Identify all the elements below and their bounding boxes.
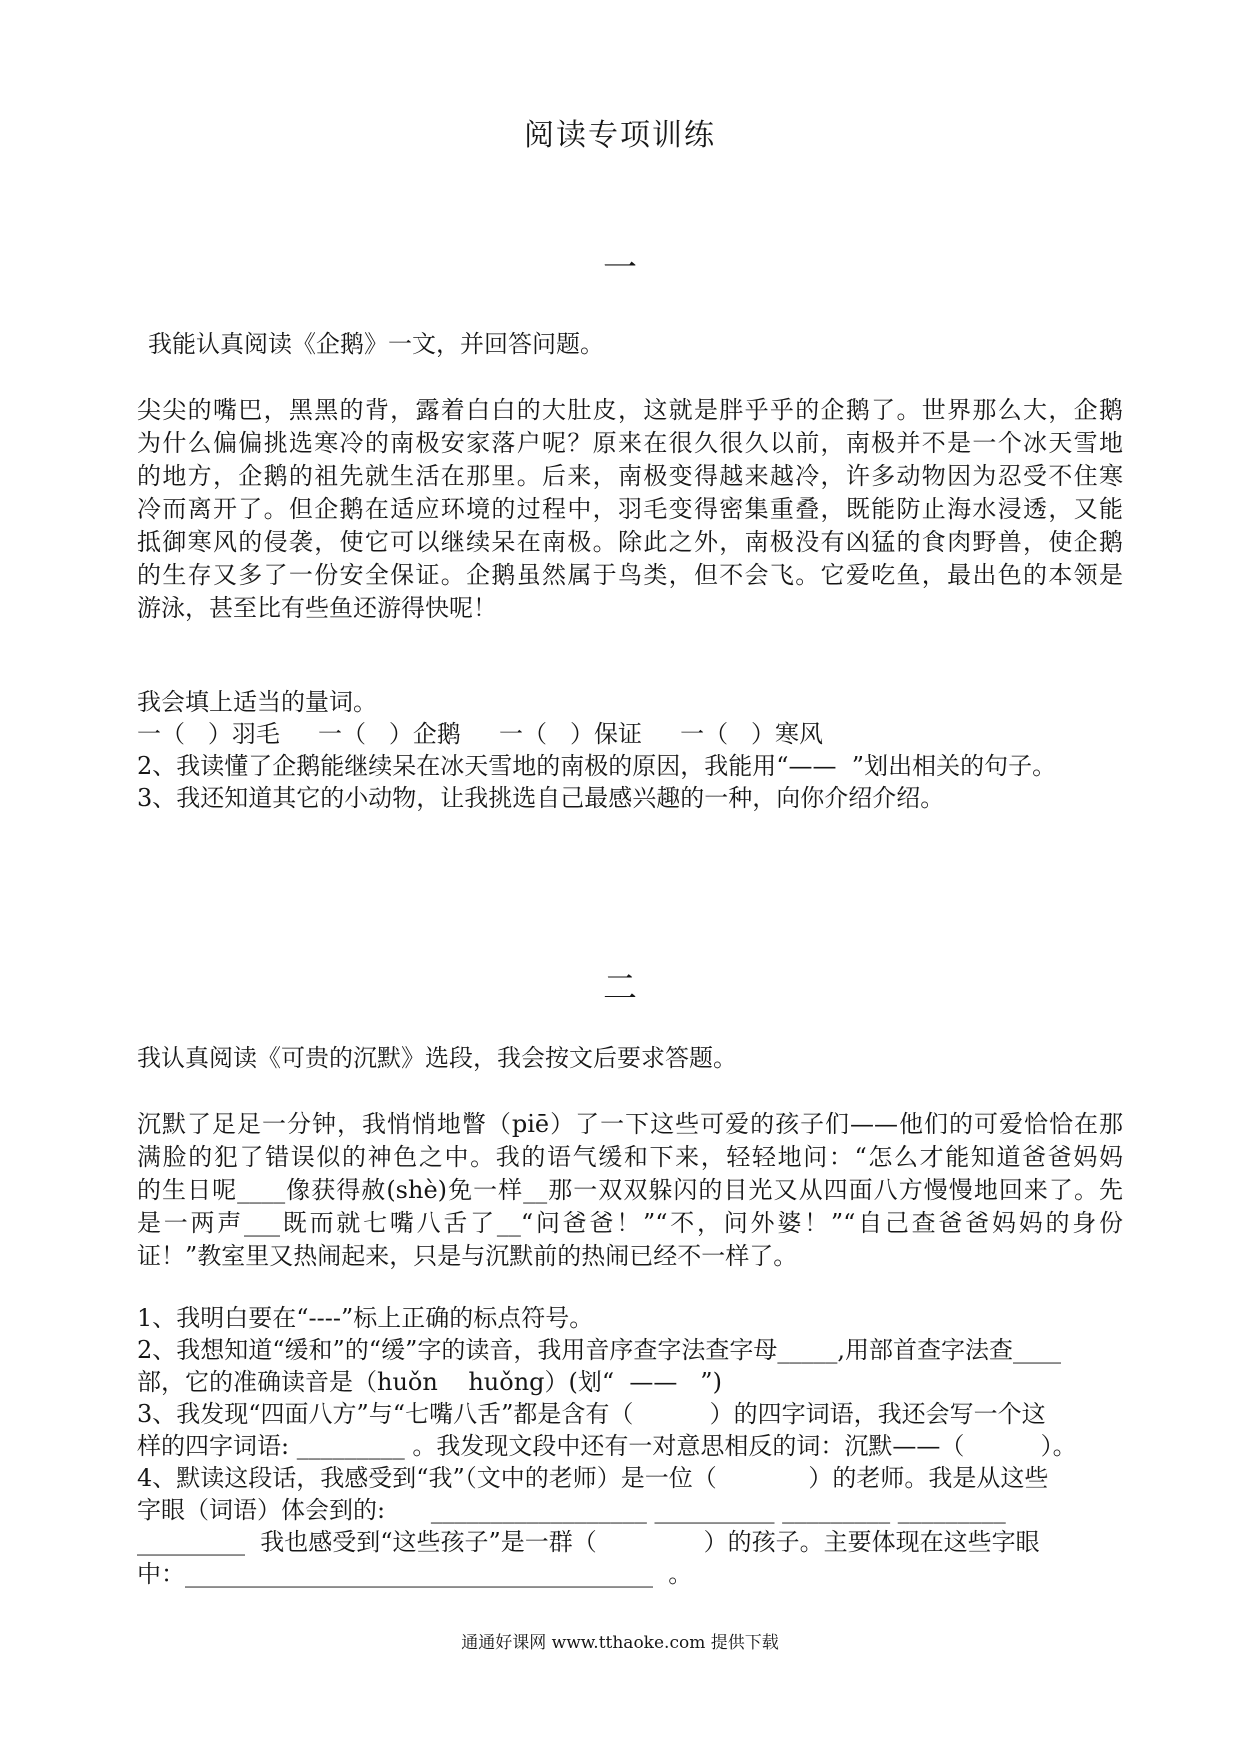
section-2-questions xyxy=(137,1302,1123,1590)
passage-line: 的生存又多了一份安全保证。企鹅虽然属于鸟类，但不会飞。它爱吃鱼，最出色的本领是 xyxy=(137,561,1123,589)
passage-line: 满脸的犯了错误似的神色之中。我的语气缓和下来，轻轻地问：“怎么才能知道爸爸妈妈 xyxy=(137,1143,1123,1171)
question-line: 一（ ）羽毛 一（ ）企鹅 一（ ）保证 一（ ）寒风 xyxy=(137,720,823,748)
passage-line: 证！”教室里又热闹起来，只是与沉默前的热闹已经不一样了。 xyxy=(137,1242,798,1270)
question-line: 3、我还知道其它的小动物，让我挑选自己最感兴趣的一种，向你介绍介绍。 xyxy=(137,784,945,812)
section-1-instruction: 我能认真阅读《企鹅》一文，并回答问题。 xyxy=(148,330,604,358)
passage-line: 游泳，甚至比有些鱼还游得快呢！ xyxy=(137,594,497,622)
document-title: 阅读专项训练 xyxy=(524,118,716,153)
passage-line: 的地方，企鹅的祖先就生活在那里。后来，南极变得越来越冷，许多动物因为忍受不住寒 xyxy=(137,462,1123,490)
section-1-passage xyxy=(137,394,1123,625)
section-1-number: 一 xyxy=(603,248,637,288)
passage-line: 的生日呢____像获得赦(shè)免一样__那一双双躲闪的目光又从四面八方慢慢地回来了。先 xyxy=(137,1176,1123,1204)
question-line: _________ 我也感受到“这些孩子”是一群（ ）的孩子。主要体现在这些字眼 xyxy=(137,1528,1040,1556)
question-line: 样的四字词语: _________ 。我发现文段中还有一对意思相反的词：沉默——（ ）。 xyxy=(137,1432,1077,1460)
question-line: 1、我明白要在“----”标上正确的标点符号。 xyxy=(137,1304,594,1332)
question-line: 3、我发现“四面八方”与“七嘴八舌”都是含有（ ）的四字词语，我还会写一个这 xyxy=(137,1400,1046,1428)
passage-line: 冷而离开了。但企鹅在适应环境的过程中，羽毛变得密集重叠，既能防止海水浸透，又能 xyxy=(137,495,1123,523)
question-line: 部，它的准确读音是（huǒn huǒng）(划“ —— ”) xyxy=(137,1368,722,1396)
section-2-passage xyxy=(137,1108,1123,1273)
footer-credit: 通通好课网 www.tthaoke.com 提供下载 xyxy=(461,1633,779,1653)
passage-line: 尖尖的嘴巴，黑黑的背，露着白白的大肚皮，这就是胖乎乎的企鹅了。世界那么大，企鹅 xyxy=(137,396,1123,424)
passage-line: 沉默了足足一分钟，我悄悄地瞥（piē）了一下这些可爱的孩子们——他们的可爱恰恰在那 xyxy=(137,1110,1123,1138)
section-2-instruction: 我认真阅读《可贵的沉默》选段，我会按文后要求答题。 xyxy=(137,1044,737,1072)
question-line: 2、我读懂了企鹅能继续呆在冰天雪地的南极的原因，我能用“—— ”划出相关的句子。 xyxy=(137,752,1057,780)
section-1-questions xyxy=(137,686,1123,814)
passage-line: 是一两声___既而就七嘴八舌了__“问爸爸！”“不，问外婆！”“自己查爸爸妈妈的身份 xyxy=(137,1209,1123,1237)
question-line: 中：_______________________________________ 。 xyxy=(137,1560,693,1588)
passage-line: 为什么偏偏挑选寒冷的南极安家落户呢？原来在很久很久以前，南极并不是一个冰天雪地 xyxy=(137,429,1123,457)
section-2-number: 二 xyxy=(603,968,637,1008)
question-line: 字眼（词语）体会到的: __________________ __________ _________ _________ xyxy=(137,1496,1006,1524)
question-line: 4、默读这段话，我感受到“我”（文中的老师）是一位（ ）的老师。我是从这些 xyxy=(137,1464,1049,1492)
question-line: 我会填上适当的量词。 xyxy=(137,688,377,716)
question-line: 2、我想知道“缓和”的“缓”字的读音，我用音序查字法查字母_____,用部首查字法查____ xyxy=(137,1336,1061,1364)
passage-line: 抵御寒风的侵袭，使它可以继续呆在南极。除此之外，南极没有凶猛的食肉野兽，使企鹅 xyxy=(137,528,1123,556)
